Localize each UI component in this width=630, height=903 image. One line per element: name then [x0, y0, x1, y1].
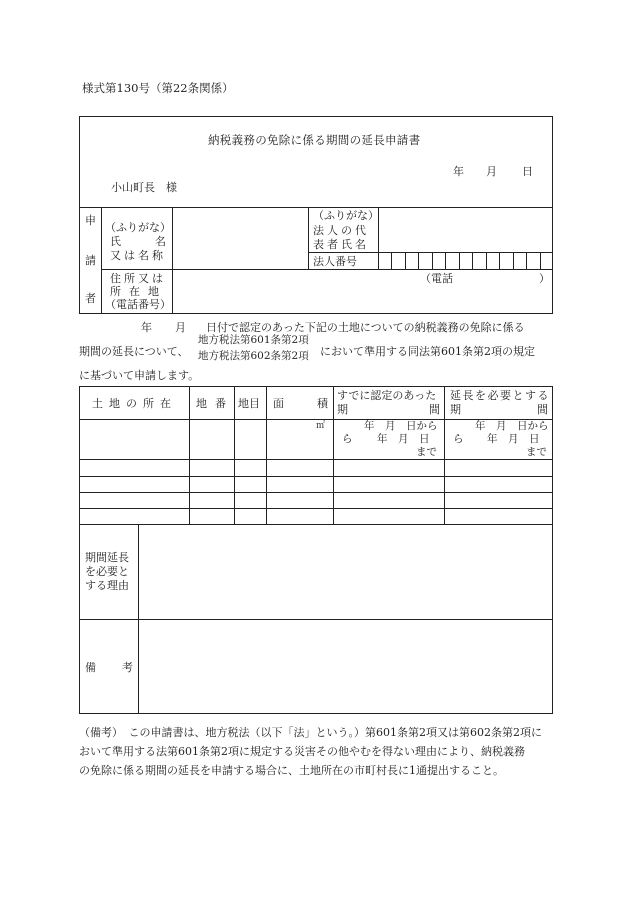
address-label-3: （電話番号）: [105, 298, 171, 311]
extension-ra: ら: [453, 433, 464, 445]
divider: [79, 508, 553, 509]
body-month: 月: [175, 321, 186, 334]
law-option-601: 地方税法第601条第2項: [198, 334, 309, 346]
applicant-label-1: 申: [85, 214, 96, 227]
divider: [234, 386, 235, 524]
rep-label-2: 表者氏名: [313, 238, 369, 251]
body-line3: に基づいて申請します。: [79, 369, 200, 382]
body-line2-a: 期間の延長について、: [79, 345, 189, 358]
applicant-label-2: 請: [85, 254, 96, 267]
divider: [308, 207, 309, 269]
remarks-field[interactable]: [139, 620, 552, 713]
address-label-1: 住所又は: [110, 272, 166, 285]
divider: [79, 476, 553, 477]
divider: [79, 492, 553, 493]
representative-name-field[interactable]: [379, 208, 552, 251]
date-month: 月: [486, 165, 497, 178]
divider: [333, 386, 334, 524]
reason-field[interactable]: [139, 525, 552, 618]
date-year: 年: [453, 165, 464, 178]
extension-made: まで: [526, 446, 547, 458]
rep-furigana-label: （ふりがな）: [313, 209, 379, 222]
certified-from: 年 月 日から: [364, 420, 438, 432]
reason-label-3: する理由: [85, 579, 129, 592]
law-option-602: 地方税法第602条第2項: [198, 350, 309, 362]
addressee: 小山町長 様: [111, 181, 177, 194]
body-line1: 日付で認定のあった下記の土地についての納税義務の免除に係る: [206, 321, 525, 334]
corporate-number-label: 法人番号: [313, 255, 357, 268]
header-certified-period-2: 期 間: [337, 403, 440, 416]
corporate-number-boxes[interactable]: [378, 252, 553, 269]
address-label-2: 所在地: [110, 285, 167, 298]
rep-label-1: 法人の代: [313, 224, 369, 237]
furigana-label: （ふりがな）: [105, 221, 171, 234]
divider: [266, 386, 267, 524]
form-title: 納税義務の免除に係る期間の延長申請書: [208, 133, 421, 147]
note-line-2: おいて準用する法第601条第2項に規定する災害その他やむを得ない理由により、納税義務: [79, 745, 525, 758]
header-area: 面 積: [273, 397, 328, 410]
certified-made: まで: [416, 446, 437, 458]
divider: [189, 386, 190, 524]
date-day: 日: [522, 165, 533, 178]
extension-from: 年 月 日から: [475, 420, 549, 432]
header-location: 土地の所在: [92, 397, 177, 410]
form-number: 様式第130号（第22条関係）: [82, 81, 234, 95]
tel-close: ）: [539, 272, 550, 285]
extension-to: 年 月 日: [487, 433, 540, 445]
divider: [79, 459, 553, 460]
header-type: 地目: [238, 397, 260, 410]
remarks-label-b: 考: [122, 661, 133, 674]
divider: [101, 207, 102, 314]
applicant-name-field[interactable]: [173, 208, 307, 268]
reason-label-2: を必要と: [85, 565, 129, 578]
applicant-label-3: 者: [85, 292, 96, 305]
remarks-label-a: 備: [85, 661, 96, 674]
name-label-2: 又は名称: [110, 249, 166, 262]
certified-to: 年 月 日: [377, 433, 430, 445]
body-line2-b: において準用する同法第601条第2項の規定: [320, 345, 535, 358]
header-extension-period: 延長を必要とする: [450, 389, 550, 402]
reason-label-1: 期間延長: [85, 551, 129, 564]
header-extension-period-2: 期 間: [450, 403, 548, 416]
tel-open: （電話: [420, 272, 453, 285]
divider: [444, 386, 445, 524]
body-year: 年: [141, 321, 152, 334]
header-certified-period: すでに認定のあった: [337, 389, 437, 402]
header-lot: 地番: [196, 397, 234, 410]
certified-ra: ら: [342, 433, 353, 445]
name-label: 氏 名: [110, 235, 166, 248]
note-line-3: の免除に係る期間の延長を申請する場合に、土地所在の市町村長に1通提出すること。: [79, 764, 504, 777]
address-field[interactable]: [173, 270, 552, 313]
area-unit: ㎡: [316, 421, 326, 431]
note-line-1: （備考） この申請書は、地方税法（以下「法」という。）第601条第2項又は第602条第2項に: [79, 726, 542, 739]
